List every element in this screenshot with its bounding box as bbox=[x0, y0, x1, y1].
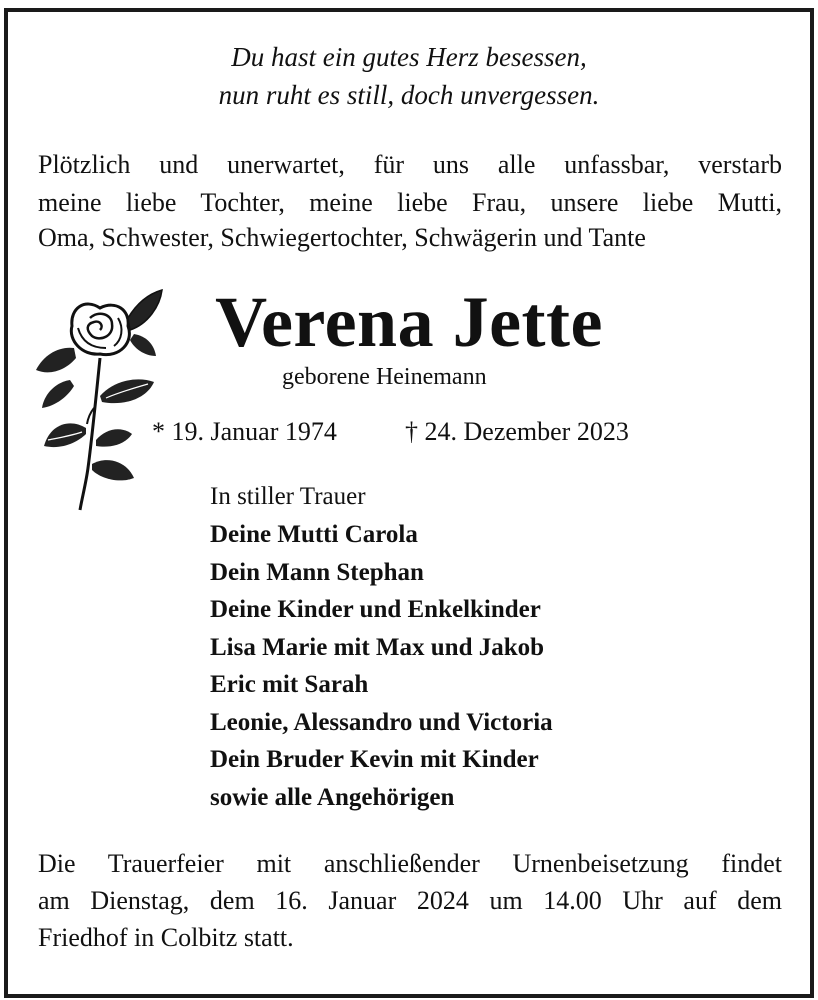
intro-line-2: meine liebe Tochter, meine liebe Frau, unsere liebe Mutti, bbox=[38, 188, 782, 217]
mourner-item: Leonie, Alessandro und Victoria bbox=[210, 708, 553, 736]
maiden-name: geborene Heinemann bbox=[282, 364, 487, 390]
mourner-item: Lisa Marie mit Max und Jakob bbox=[210, 633, 545, 661]
funeral-line-3: Friedhof in Colbitz statt. bbox=[38, 923, 294, 952]
mourner-item: Deine Kinder und Enkelkinder bbox=[210, 596, 541, 623]
mourner-list bbox=[210, 516, 553, 816]
deceased-name: Verena Jette bbox=[215, 282, 603, 362]
mourning-intro: In stiller Trauer bbox=[210, 483, 366, 510]
mourner-item: sowie alle Angehörigen bbox=[210, 783, 455, 811]
mourner-item: Dein Mann Stephan bbox=[210, 558, 424, 586]
quote-line-2: nun ruht es still, doch unvergessen. bbox=[218, 80, 600, 110]
mourner-item: Eric mit Sarah bbox=[210, 671, 369, 698]
intro-line-3: Oma, Schwester, Schwiegertochter, Schwägerin und Tante bbox=[38, 223, 646, 252]
death-date: † 24. Dezember 2023 bbox=[405, 417, 629, 446]
funeral-line-1: Die Trauerfeier mit anschließender Urnenbeisetzung findet bbox=[38, 849, 782, 878]
funeral-line-2: am Dienstag, dem 16. Januar 2024 um 14.00 Uhr auf dem bbox=[38, 886, 782, 915]
mourner-item: Deine Mutti Carola bbox=[210, 521, 418, 548]
birth-date: * 19. Januar 1974 bbox=[152, 417, 337, 446]
mourner-item: Dein Bruder Kevin mit Kinder bbox=[210, 746, 539, 773]
quote-line-1: Du hast ein gutes Herz besessen, bbox=[231, 42, 587, 72]
intro-line-1: Plötzlich und unerwartet, für uns alle unfassbar, verstarb bbox=[38, 150, 782, 179]
